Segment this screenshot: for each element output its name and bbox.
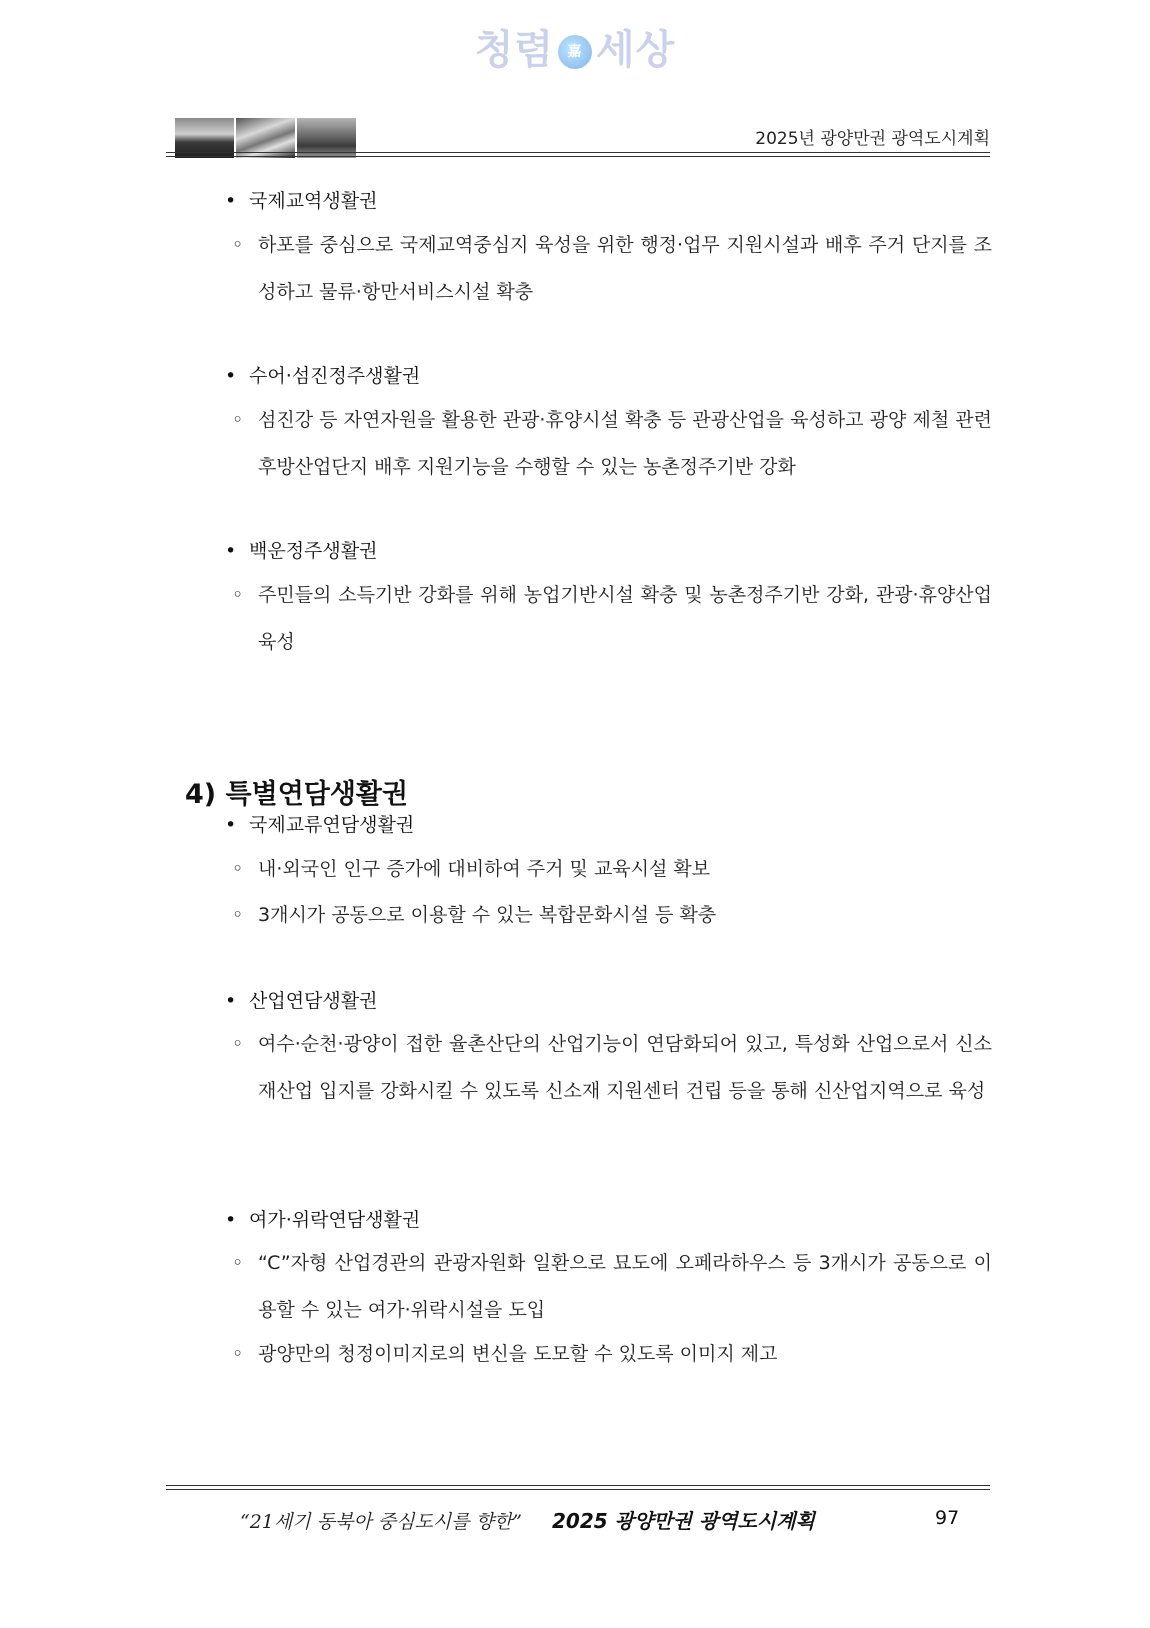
item-symbol: ◦ bbox=[232, 234, 244, 256]
list-item-text: “C”자형 산업경관의 관광자원화 일환으로 묘도에 오페라하우스 등 3개시가 공동으로 이용할 수 있는 여가·위락시설을 도입 bbox=[258, 1252, 992, 1321]
bullet-symbol: • bbox=[225, 365, 237, 387]
bullet-symbol: • bbox=[225, 540, 237, 562]
group-title-text: 백운정주생활권 bbox=[249, 540, 378, 562]
footer-rule bbox=[166, 1485, 990, 1490]
list-item-text: 주민들의 소득기반 강화를 위해 농업기반시설 확충 및 농촌정주기반 강화, 관광·휴양산업 육성 bbox=[258, 584, 992, 653]
footer-quote: “21세기 동북아 중심도시를 향한” bbox=[240, 1511, 522, 1533]
group-title-text: 산업연담생활권 bbox=[249, 990, 378, 1012]
list-item-text: 여수·순천·광양이 접한 율촌산단의 산업기능이 연담화되어 있고, 특성화 산업으로서 신소재산업 입지를 강화시킬 수 있도록 신소재 지원센터 건립 등을 통해 신산업지역으로 육성 bbox=[258, 1033, 992, 1102]
list-item-text: 광양만의 청정이미지로의 변신을 도모할 수 있도록 이미지 제고 bbox=[258, 1343, 778, 1365]
item-symbol: ◦ bbox=[232, 904, 244, 926]
item-symbol: ◦ bbox=[232, 584, 244, 606]
list-item bbox=[232, 1021, 992, 1115]
group-title bbox=[225, 361, 420, 388]
group-title bbox=[225, 536, 377, 563]
bullet-symbol: • bbox=[225, 1209, 237, 1231]
list-item-text: 섬진강 등 자연자원을 활용한 관광·휴양시설 확충 등 관광산업을 육성하고 광양 제철 관련 후방산업단지 배후 지원기능을 수행할 수 있는 농촌정주기반 강화 bbox=[258, 409, 992, 478]
group-title-text: 국제교역생활권 bbox=[249, 190, 378, 212]
group-title bbox=[225, 186, 377, 213]
list-item-text: 하포를 중심으로 국제교역중심지 육성을 위한 행정·업무 지원시설과 배후 주거 단지를 조성하고 물류·항만서비스시설 확충 bbox=[258, 234, 992, 303]
list-item bbox=[232, 846, 992, 893]
header-rule bbox=[166, 152, 990, 157]
watermark-seal: 嘉 bbox=[558, 35, 592, 69]
item-symbol: ◦ bbox=[232, 409, 244, 431]
section-heading: 4) 특별연담생활권 bbox=[185, 779, 409, 810]
watermark-logo bbox=[0, 18, 1150, 75]
group-title bbox=[225, 810, 414, 837]
list-item-text: 내·외국인 인구 증가에 대비하여 주거 및 교육시설 확보 bbox=[258, 858, 711, 880]
bullet-symbol: • bbox=[225, 990, 237, 1012]
header-title: 2025년 광양만권 광역도시계획 bbox=[755, 129, 990, 149]
bullet-symbol: • bbox=[225, 190, 237, 212]
group-title-text: 국제교류연담생활권 bbox=[249, 814, 415, 836]
group-title-text: 여가·위락연담생활권 bbox=[249, 1209, 421, 1231]
list-item bbox=[232, 222, 992, 316]
item-symbol: ◦ bbox=[232, 1343, 244, 1365]
page-number: 97 bbox=[935, 1507, 960, 1529]
list-item bbox=[232, 892, 992, 939]
group-title bbox=[225, 1205, 420, 1232]
group-title bbox=[225, 986, 377, 1013]
group-title-text: 수어·섬진정주생활권 bbox=[249, 365, 421, 387]
footer-title: 2025 광양만권 광역도시계획 bbox=[552, 1509, 815, 1533]
item-symbol: ◦ bbox=[232, 858, 244, 880]
list-item bbox=[232, 397, 992, 491]
watermark-left: 청렴 bbox=[474, 27, 554, 73]
watermark-right: 세상 bbox=[596, 27, 676, 73]
item-symbol: ◦ bbox=[232, 1252, 244, 1274]
item-symbol: ◦ bbox=[232, 1033, 244, 1055]
list-item bbox=[232, 572, 992, 666]
list-item bbox=[232, 1331, 992, 1378]
list-item bbox=[232, 1240, 992, 1334]
list-item-text: 3개시가 공동으로 이용할 수 있는 복합문화시설 등 확충 bbox=[258, 904, 717, 926]
bullet-symbol: • bbox=[225, 814, 237, 836]
